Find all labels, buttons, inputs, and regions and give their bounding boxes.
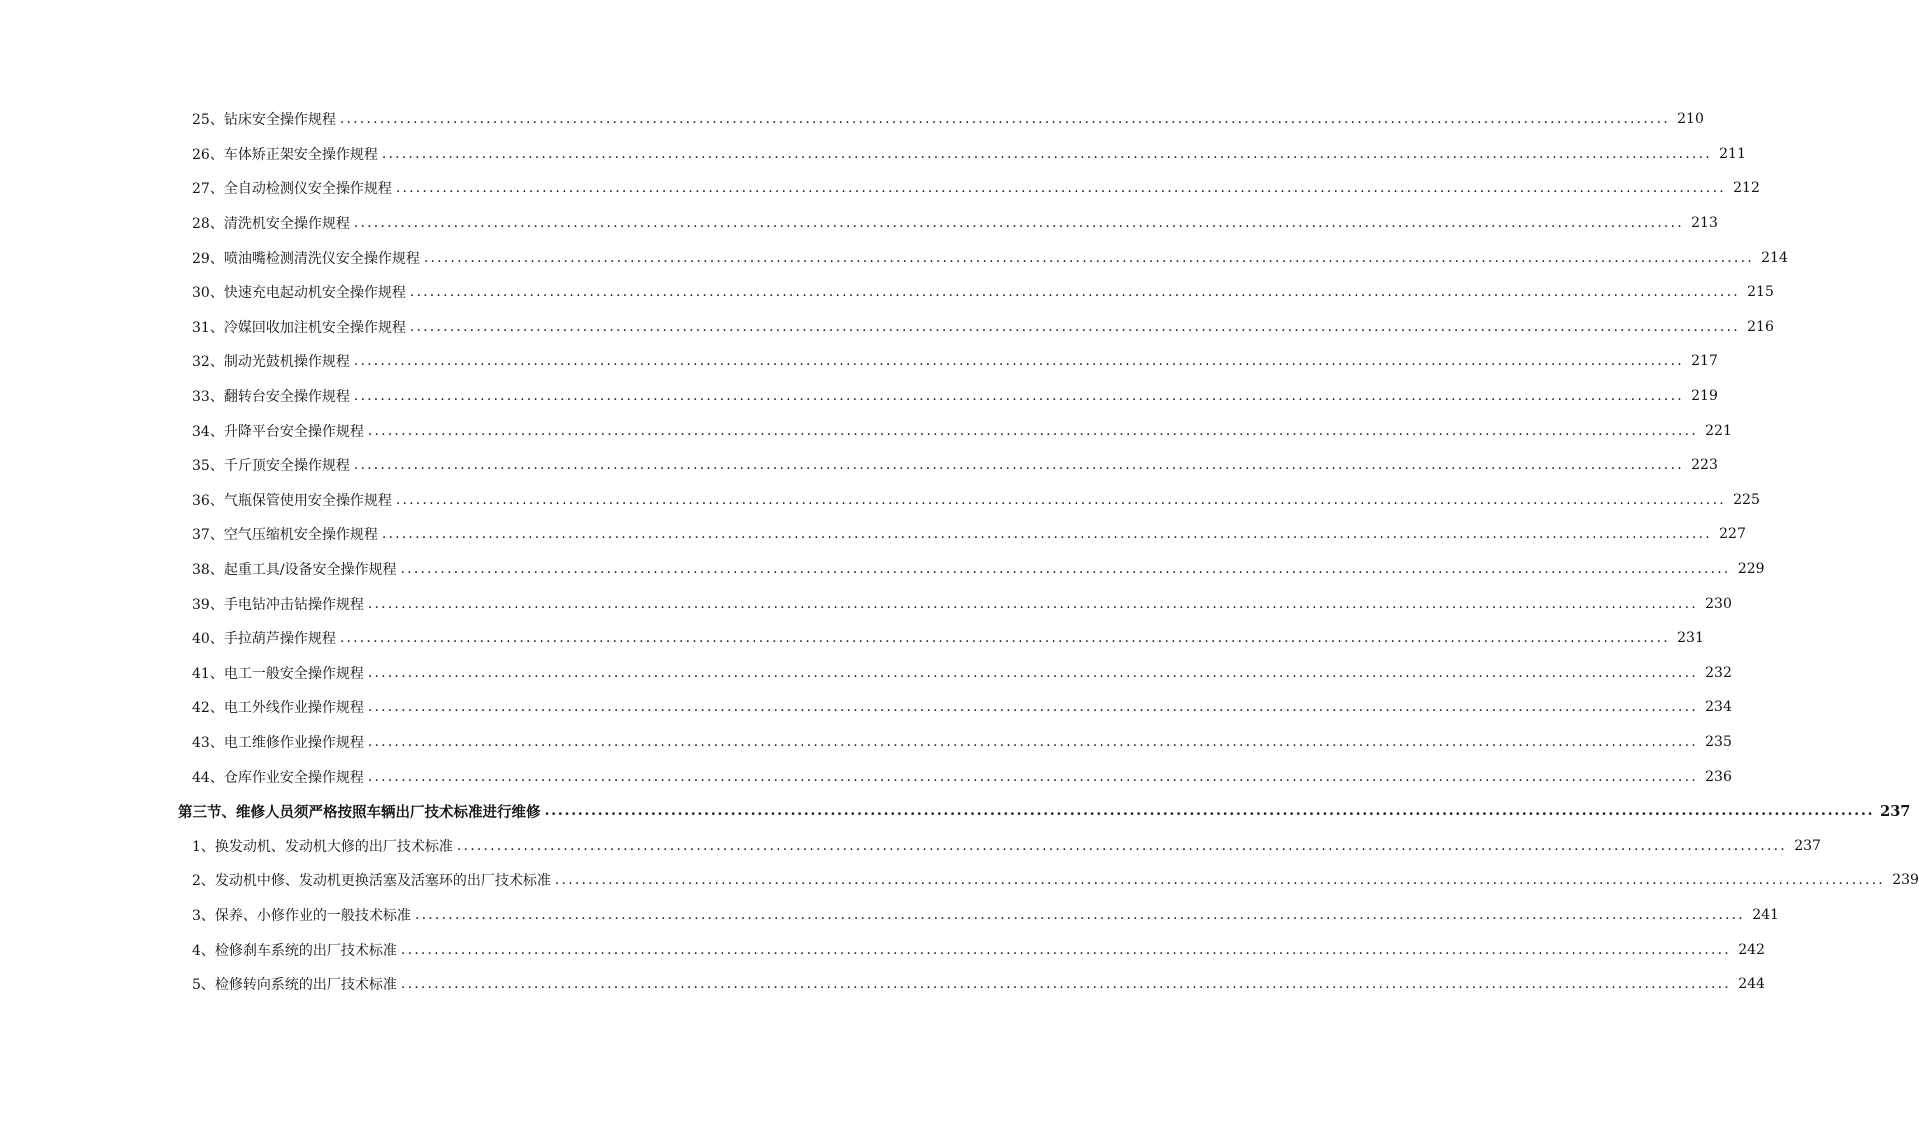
toc-entry[interactable]: [0, 171, 1760, 206]
toc-dot-leader: ........................................................................................................................................................................................................: [554, 872, 1885, 889]
toc-entry-title: 28、清洗机安全操作规程: [192, 216, 350, 233]
toc-section-heading[interactable]: [0, 794, 1911, 829]
toc-dot-leader: ........................................................................................................................................................................................................: [456, 837, 1787, 854]
toc-entry-page-number: 241: [1752, 906, 1779, 923]
toc-entry-page-number: 211: [1719, 145, 1746, 162]
toc-entry[interactable]: [0, 517, 1746, 552]
toc-entry-page-number: 225: [1733, 491, 1760, 508]
toc-entry[interactable]: [0, 379, 1718, 414]
toc-dot-leader: ........................................................................................................................................................................................................: [381, 145, 1712, 162]
toc-entry-page-number: 230: [1705, 595, 1732, 612]
toc-entry[interactable]: [0, 206, 1718, 241]
toc-entry[interactable]: [0, 828, 1821, 863]
toc-dot-leader: ........................................................................................................................................................................................................: [367, 664, 1698, 681]
toc-entry-title: 38、起重工具/设备安全操作规程: [192, 562, 397, 579]
toc-dot-leader: ........................................................................................................................................................................................................: [353, 353, 1684, 370]
toc-entry-title: 41、电工一般安全操作规程: [192, 665, 364, 682]
toc-entry-page-number: 229: [1737, 561, 1765, 578]
toc-entry-page-number: 223: [1691, 457, 1718, 474]
toc-entry[interactable]: [0, 275, 1774, 310]
toc-entry-page-number: 217: [1691, 353, 1718, 370]
toc-entry[interactable]: [0, 967, 1765, 1002]
toc-entry-title: 3、保养、小修作业的一般技术标准: [192, 907, 411, 924]
toc-entry-title: 42、电工外线作业操作规程: [192, 700, 364, 717]
toc-dot-leader: ........................................................................................................................................................................................................: [367, 699, 1698, 716]
toc-entry[interactable]: [0, 102, 1704, 137]
toc-entry-title: 29、喷油嘴检测清洗仪安全操作规程: [192, 250, 420, 267]
toc-entry[interactable]: [0, 690, 1732, 725]
toc-entry-page-number: 216: [1747, 318, 1774, 335]
toc-entry-title: 27、全自动检测仪安全操作规程: [192, 181, 392, 198]
toc-dot-leader: ........................................................................................................................................................................................................: [409, 318, 1740, 335]
toc-dot-leader: ........................................................................................................................................................................................................: [400, 941, 1731, 958]
toc-entry-page-number: 212: [1733, 180, 1760, 197]
toc-entry-page-number: 213: [1691, 215, 1718, 232]
toc-entry-page-number: 215: [1747, 284, 1774, 301]
toc-entry-page-number: 231: [1677, 630, 1704, 647]
toc-entry-title: 33、翻转台安全操作规程: [192, 389, 350, 406]
toc-entry-title: 32、制动光鼓机操作规程: [192, 354, 350, 371]
toc-entry-title: 4、检修刹车系统的出厂技术标准: [192, 942, 397, 959]
toc-entry-page-number: 214: [1761, 249, 1788, 266]
toc-dot-leader: ........................................................................................................................................................................................................: [423, 249, 1754, 266]
toc-entry-title: 39、手电钻冲击钻操作规程: [192, 596, 364, 613]
toc-entry-page-number: 236: [1705, 768, 1732, 785]
toc-entry-title: 43、电工维修作业操作规程: [192, 734, 364, 751]
toc-entry-title: 40、手拉葫芦操作规程: [192, 631, 336, 648]
toc-entry[interactable]: [0, 863, 1919, 898]
toc-dot-leader: ........................................................................................................................................................................................................: [339, 111, 1670, 128]
toc-entry-page-number: 232: [1705, 664, 1732, 681]
toc-dot-leader: ........................................................................................................................................................................................................: [339, 630, 1670, 647]
toc-entry-page-number: 234: [1705, 699, 1732, 716]
toc-entry-title: 2、发动机中修、发动机更换活塞及活塞环的出厂技术标准: [192, 873, 551, 890]
toc-entry[interactable]: [0, 898, 1779, 933]
toc-dot-leader: ........................................................................................................................................................................................................: [381, 526, 1712, 543]
toc-entry-title: 26、车体矫正架安全操作规程: [192, 146, 378, 163]
toc-entry[interactable]: [0, 759, 1732, 794]
toc-entry-title: 第三节、维修人员须严格按照车辆出厂技术标准进行维修: [178, 803, 541, 821]
toc-entry-page-number: 221: [1705, 422, 1732, 439]
toc-dot-leader: ........................................................................................................................................................................................................: [367, 422, 1698, 439]
toc-entry-page-number: 210: [1677, 111, 1704, 128]
toc-entry-page-number: 239: [1892, 872, 1919, 889]
toc-entry-title: 44、仓库作业安全操作规程: [192, 769, 364, 786]
toc-entry[interactable]: [0, 621, 1704, 656]
toc-entry[interactable]: [0, 310, 1774, 345]
toc-dot-leader: ........................................................................................................................................................................................................: [409, 284, 1740, 301]
toc-dot-leader: ........................................................................................................................................................................................................: [414, 906, 1745, 923]
toc-dot-leader: ........................................................................................................................................................................................................: [544, 801, 1875, 819]
toc-dot-leader: ........................................................................................................................................................................................................: [400, 561, 1731, 578]
toc-entry[interactable]: [0, 413, 1732, 448]
toc-entry-title: 25、钻床安全操作规程: [192, 112, 336, 129]
toc-dot-leader: ........................................................................................................................................................................................................: [367, 733, 1698, 750]
toc-entry[interactable]: [0, 240, 1788, 275]
toc-entry[interactable]: [0, 448, 1718, 483]
toc-entry[interactable]: [0, 344, 1718, 379]
toc-entry[interactable]: [0, 932, 1765, 967]
toc-entry[interactable]: [0, 552, 1765, 587]
toc-dot-leader: ........................................................................................................................................................................................................: [353, 388, 1684, 405]
toc-entry-title: 1、换发动机、发动机大修的出厂技术标准: [192, 838, 453, 855]
toc-entry-title: 37、空气压缩机安全操作规程: [192, 527, 378, 544]
toc-dot-leader: ........................................................................................................................................................................................................: [367, 595, 1698, 612]
toc-entry[interactable]: [0, 725, 1732, 760]
toc-entry[interactable]: [0, 137, 1746, 172]
toc-dot-leader: ........................................................................................................................................................................................................: [353, 215, 1684, 232]
toc-dot-leader: ........................................................................................................................................................................................................: [353, 457, 1684, 474]
toc-dot-leader: ........................................................................................................................................................................................................: [400, 976, 1731, 993]
toc-entry-page-number: 227: [1719, 526, 1746, 543]
toc-entry-title: 5、检修转向系统的出厂技术标准: [192, 977, 397, 994]
toc-entry-title: 35、千斤顶安全操作规程: [192, 458, 350, 475]
toc-dot-leader: ........................................................................................................................................................................................................: [395, 180, 1726, 197]
toc-entry-page-number: 242: [1738, 941, 1765, 958]
toc-entry[interactable]: [0, 656, 1732, 691]
toc-entry-title: 36、气瓶保管使用安全操作规程: [192, 492, 392, 509]
toc-entry[interactable]: [0, 586, 1732, 621]
toc-entry-title: 31、冷媒回收加注机安全操作规程: [192, 319, 406, 336]
toc-entry[interactable]: [0, 483, 1760, 518]
toc-entry-title: 34、升降平台安全操作规程: [192, 423, 364, 440]
toc-entry-page-number: 235: [1705, 733, 1732, 750]
toc-entry-page-number: 219: [1691, 388, 1718, 405]
toc-dot-leader: ........................................................................................................................................................................................................: [367, 768, 1698, 785]
table-of-contents: [0, 102, 1919, 1001]
toc-entry-page-number: 244: [1738, 976, 1765, 993]
toc-dot-leader: ........................................................................................................................................................................................................: [395, 491, 1726, 508]
toc-entry-page-number: 237: [1880, 802, 1911, 820]
toc-entry-title: 30、快速充电起动机安全操作规程: [192, 285, 406, 302]
toc-entry-page-number: 237: [1794, 837, 1821, 854]
